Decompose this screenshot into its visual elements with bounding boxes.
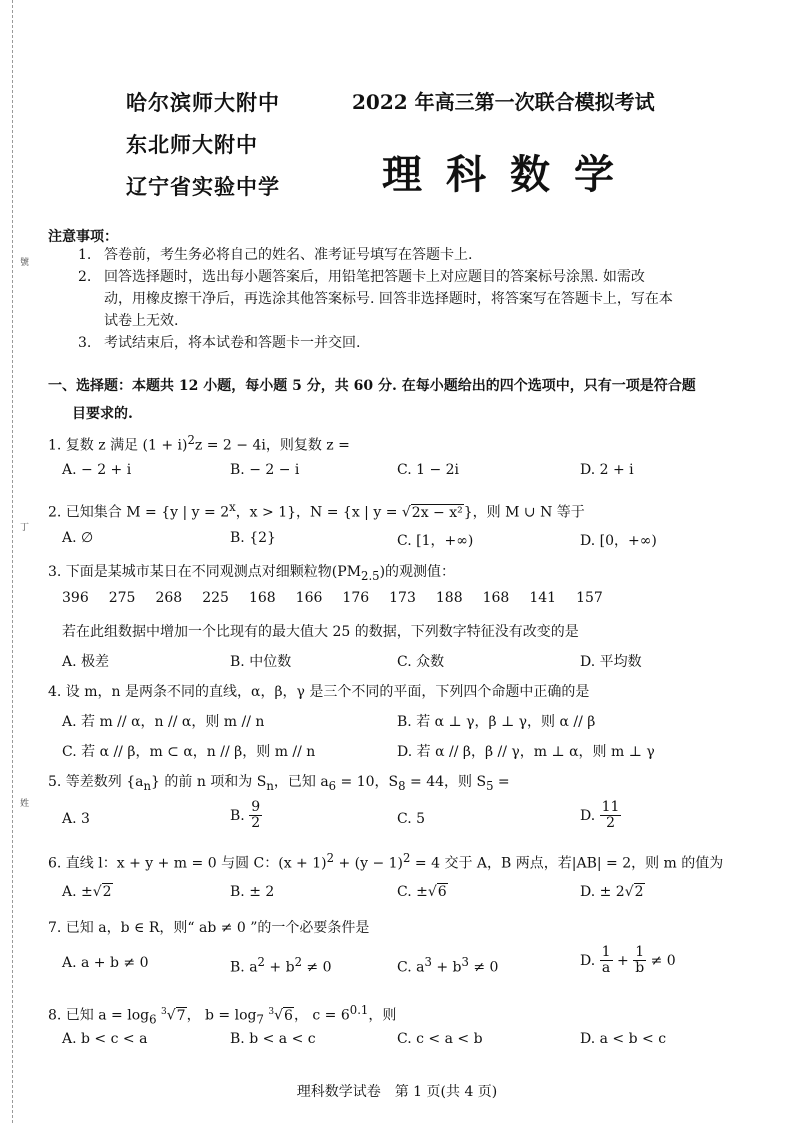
q7-option-c: C. $a^3 + b^3 \ne 0$ <box>397 955 499 976</box>
q1-option-a: A. − 2 + i <box>62 462 132 478</box>
q6-option-a: A. ±√2 <box>62 884 112 900</box>
data-value: 225 <box>202 590 229 606</box>
question-5-stem: 5. 等差数列 $\{a_n\}$ 的前 n 项和为 $S_n$，已知 $a_6 = 10$，$S_8 = 44$，则 $S_5$ = <box>48 774 510 793</box>
q8-option-a: A. b < c < a <box>62 1031 148 1047</box>
q2-option-b: B. {2} <box>230 530 276 546</box>
data-value: 168 <box>248 590 276 606</box>
q6-option-b: B. ± 2 <box>230 884 275 900</box>
note-line: 试卷上无效. <box>104 313 179 329</box>
q3-data-values <box>62 590 623 606</box>
margin-char: 號 <box>20 258 30 268</box>
q1-option-c: C. 1 − 2i <box>397 462 460 478</box>
note-line: 考试结束后，将本试卷和答题卡一并交回. <box>104 335 361 351</box>
margin-char: 丁 <box>20 523 30 533</box>
school-name: 东北师大附中 <box>126 132 258 157</box>
margin-char: 姓 <box>20 799 30 809</box>
q8-option-c: C. c < a < b <box>397 1031 483 1047</box>
q8-option-b: B. b < a < c <box>230 1031 316 1047</box>
question-8-stem: 8. 已知 $a = \log_6 ^3√7$， $b = \log_7 ^3√6$， $c = 6^{0.1}$，则 <box>48 1003 397 1027</box>
q2-option-c: C. [1，+∞) <box>397 533 474 549</box>
q2-option-d: D. [0，+∞) <box>580 533 657 549</box>
q7-option-a: A. a + b ≠ 0 <box>62 955 149 971</box>
q3-option-c: C. 众数 <box>397 654 445 670</box>
fraction: $\frac{9}{2}$ <box>251 799 261 832</box>
q5-option-a: A. 3 <box>62 811 90 827</box>
q4-option-c: C. 若 α // β，m ⊂ α，n // β，则 m // n <box>62 744 316 760</box>
q3-option-d: D. 平均数 <box>580 654 642 670</box>
q5-option-d: D. $\frac{11}{2}$ <box>580 799 620 832</box>
q3-option-a: A. 极差 <box>62 654 110 670</box>
fraction: $\frac{11}{2}$ <box>601 799 620 832</box>
q8-option-d: D. a < b < c <box>580 1031 667 1047</box>
section-heading: 一、选择题：本题共 12 小题，每小题 5 分，共 60 分. 在每小题给出的四个选项中，只有一项是符合题 <box>48 378 696 394</box>
q7-option-b: B. $a^2 + b^2 \ne 0$ <box>230 955 332 976</box>
binding-margin-line <box>12 0 13 1123</box>
question-7-stem: 7. 已知 a，b ∈ R，则“ ab ≠ 0 ”的一个必要条件是 <box>48 920 370 936</box>
data-value: 268 <box>155 590 183 606</box>
q4-option-a: A. 若 m // α，n // α，则 m // n <box>62 714 265 730</box>
q2-option-a: A. ∅ <box>62 530 94 546</box>
question-3-stem-2: 若在此组数据中增加一个比现有的最大值大 25 的数据，下列数字特征没有改变的是 <box>62 624 579 640</box>
q5-option-c: C. 5 <box>397 811 426 827</box>
data-value: 396 <box>62 590 89 606</box>
q7-option-d: D. $\frac{1}{a}$ + $\frac{1}{b}$ ≠ 0 <box>580 944 676 977</box>
note-line: 答卷前，考生务必将自己的姓名、准考证号填写在答题卡上. <box>104 247 473 263</box>
question-3-stem: 3. 下面是某城市某日在不同观测点对细颗粒物$(PM_{2.5})$的观测值： <box>48 564 456 583</box>
question-4-stem: 4. 设 m，n 是两条不同的直线，α，β，γ 是三个不同的平面，下列四个命题中正确的是 <box>48 684 590 700</box>
notes-heading: 注意事项： <box>48 229 118 245</box>
data-value: 141 <box>529 590 557 606</box>
q1-option-b: B. − 2 − i <box>230 462 300 478</box>
q3-option-b: B. 中位数 <box>230 654 292 670</box>
data-value: 275 <box>108 590 136 606</box>
question-1-stem: 1. 复数 z 满足 $(1 + i)^2z = 2 - 4i$，则复数 z = <box>48 433 350 454</box>
fraction: $\frac{1}{b}$ <box>635 944 645 977</box>
data-value: 188 <box>435 590 463 606</box>
question-2-stem: 2. 已知集合 M = {y | $y = 2^x$，x > 1}，N = {x | y = √2x − x²}，则 M ∪ N 等于 <box>48 500 585 521</box>
note-line: 回答选择题时，选出每小题答案后，用铅笔把答题卡上对应题目的答案标号涂黑. 如需改 <box>104 269 645 285</box>
q1-option-d: D. 2 + i <box>580 462 634 478</box>
page-footer: 理科数学试卷 第 1 页(共 4 页) <box>296 1084 498 1100</box>
note-number: 2. <box>78 269 92 285</box>
school-list <box>126 82 280 208</box>
subject-title: 理科数学 <box>382 151 638 198</box>
exam-title: 2022 年高三第一次联合模拟考试 <box>352 90 655 114</box>
note-number: 1. <box>78 247 92 263</box>
section-heading: 目要求的. <box>72 406 133 422</box>
note-line: 动，用橡皮擦干净后，再选涂其他答案标号. 回答非选择题时，将答案写在答题卡上，写在本 <box>104 291 673 307</box>
q4-option-d: D. 若 α // β，β // γ，m ⊥ α，则 m ⊥ γ <box>397 744 655 760</box>
q4-option-b: B. 若 α ⊥ γ，β ⊥ γ，则 α // β <box>397 714 596 730</box>
q6-option-d: D. ± 2√2 <box>580 884 644 900</box>
data-value: 168 <box>482 590 510 606</box>
school-name: 辽宁省实验中学 <box>126 174 280 199</box>
question-6-stem: 6. 直线 l：x + y + m = 0 与圆 C：$(x + 1)^2 + (y - 1)^2 = 4$ 交于 A，B 两点，若|AB| = 2，则 m 的值为 <box>48 851 724 872</box>
school-name: 哈尔滨师大附中 <box>126 90 280 115</box>
data-value: 176 <box>342 590 370 606</box>
fraction: $\frac{1}{a}$ <box>601 944 611 977</box>
note-number: 3. <box>78 335 92 351</box>
data-value: 173 <box>389 590 416 606</box>
data-value: 157 <box>576 590 603 606</box>
data-value: 166 <box>295 590 323 606</box>
q5-option-b: B. $\frac{9}{2}$ <box>230 799 261 832</box>
q6-option-c: C. ±√6 <box>397 884 447 900</box>
